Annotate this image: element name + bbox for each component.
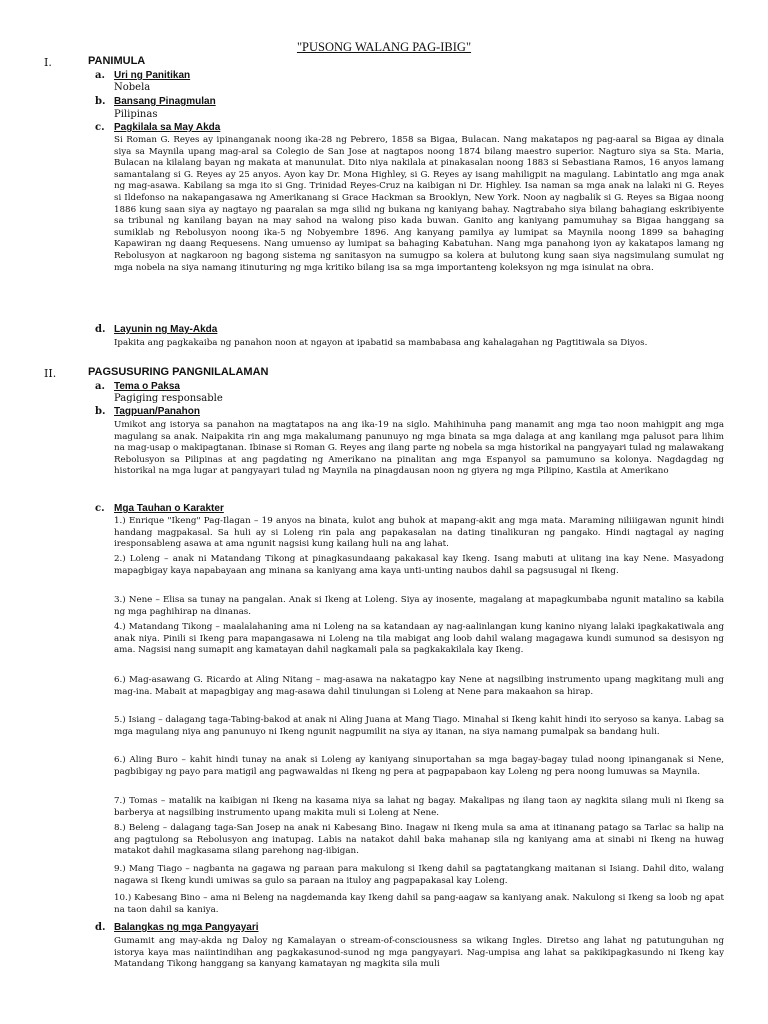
item-1b-value: Pilipinas bbox=[114, 109, 158, 120]
item-2c-letter: c. bbox=[95, 503, 105, 514]
character-3: 3.) Nene – Elisa sa tunay na pangalan. Anak si Ikeng at Loleng. Siya ay inosente, magalang at mapagkumbaba ngunit matalino sa kabila ng mga paghihirap na dinanas. bbox=[114, 595, 724, 617]
document-title: "PUSONG WALANG PAG-IBIG" bbox=[296, 40, 472, 54]
item-1a-value: Nobela bbox=[114, 82, 151, 93]
item-1c-title: Pagkilala sa May Akda bbox=[114, 122, 221, 133]
character-6a: 6.) Mag-asawang G. Ricardo at Aling Nitang – mag-asawa na nakatagpo kay Nene at nagsilbing instrumento upang magkitang muli ang mag-ina. Mabait at mapagbigay ang mag-asawa dahil tinulungan si Loleng at Nene para makaahon sa hirap. bbox=[114, 675, 724, 697]
character-9: 9.) Mang Tiago – nagbanta na gagawa ng paraan para makulong si Ikeng dahil sa pagtatangkang maitanan si Isiang. Dahil dito, walang nagawa si Ikeng kundi umiwas sa gulo sa paraan na ituloy ang pagpapakasal kay Loleng. bbox=[114, 864, 724, 886]
character-5: 5.) Isiang – dalagang taga-Tabing-bakod at anak ni Aling Juana at Mang Tiago. Minahal si Ikeng kahit hindi ito seryoso sa kanya. Labag sa mga magulang niya ang panunuyo ni Ikeng ngunit nagpumilit na siya ay itanan, na siya namang pumalpak sa bandang huli. bbox=[114, 715, 724, 737]
item-1c-letter: c. bbox=[95, 122, 105, 133]
character-2: 2.) Loleng – anak ni Matandang Tikong at pinagkasundaang pakakasal kay Ikeng. Isang mabuti at ulitang ina kay Nene. Masyadong mapagbigay kaya napabayaan ang minana sa kaniyang ama kaya unti-unting naubos dahil sa pagsusugal ni Ikeng. bbox=[114, 554, 724, 576]
item-2a-title: Tema o Paksa bbox=[114, 381, 180, 392]
item-2b-letter: b. bbox=[95, 406, 106, 417]
item-1b-title: Bansang Pinagmulan bbox=[114, 96, 216, 107]
section-1-heading: PANIMULA bbox=[88, 55, 146, 67]
item-1d-letter: d. bbox=[95, 324, 106, 335]
section-1-numeral: I. bbox=[44, 56, 52, 69]
character-4: 4.) Matandang Tikong – maalalahaning ama ni Loleng na sa katandaan ay nag-aalinlangan kung kanino niyang lalaki ipagkakatiwala ang anak niya. Pinili si Ikeng para mapangasawa ni Loleng na tila mabigat ang loob dahil walang magagawa kundi sumunod sa desisyon ng ama. Nagsisi nang sumapit ang kamatayan dahil nagkamali pala sa pagkakakilala kay Ikeng. bbox=[114, 622, 724, 656]
item-1a-letter: a. bbox=[95, 70, 105, 81]
item-2d-title: Balangkas ng mga Pangyayari bbox=[114, 922, 259, 933]
plot-outline-paragraph: Gumamit ang may-akda ng Daloy ng Kamalayan o stream-of-consciousness sa wikang Ingles. Diretso ang lahat ng patutunguhan ng istorya kaya mas naiintindihan ang pagkakasunod-sunod ng mga pangyayari. Nag-umpisa ang lahat sa pakikipagkasundo ni Ikeng kay Matandang Tikong hanggang sa kanyang kamatayan ng magkita sila muli bbox=[114, 936, 724, 970]
item-2d-letter: d. bbox=[95, 922, 106, 933]
item-1a-title: Uri ng Panitikan bbox=[114, 70, 191, 81]
item-1b-letter: b. bbox=[95, 96, 106, 107]
item-2a-letter: a. bbox=[95, 381, 105, 392]
item-2a-value: Pagiging responsable bbox=[114, 393, 223, 404]
character-10: 10.) Kabesang Bino – ama ni Beleng na nagdemanda kay Ikeng dahil sa pang-aagaw sa kaniyang anak. Nakulong si Ikeng sa loob ng apat na taon dahil sa kaniya. bbox=[114, 893, 724, 915]
section-2-numeral: II. bbox=[44, 367, 57, 380]
section-2-heading: PAGSUSURING PANGNILALAMAN bbox=[88, 366, 269, 378]
item-2c-title: Mga Tauhan o Karakter bbox=[114, 503, 224, 514]
author-biography-paragraph: Si Roman G. Reyes ay ipinanganak noong ika-28 ng Pebrero, 1858 sa Bigaa, Bulacan. Nang makatapos ng pag-aaral sa Bigaa ay dinala siya sa Maynila upang mag-aral sa Colegio de San Jose at nagtapos noong 1874 bilang maestro superior. Nagturo siya sa Sta. Maria, Bulacan na kilalang bayan ng makata at manunulat. Dito niya nakilala at pinakasalan noong 1883 si Sebastiana Ramos, 16 anyos lamang samantalang si G. Reyes ay 25 anyos. Ayon kay Dr. Mona Highley, si G. Reyes ay isang mahiligpit na magulang. Labintatlo ang mga anak ng mag-asawa. Kabilang sa mga ito si Gng. Trinidad Reyes-Cruz na kaibigan ni Dr. Highley. Isa naman sa mga anak na lalaki ni G. Reyes si Ildefonso na nakapangasawa ng Amerikanang si Grace Hackman sa Brooklyn, New York. Noon ay nagbalik si G. Reyes sa Bigaa noong 1886 kung saan siya ay nagtayo ng paaralan sa mga silid ng bukana ng kaniyang bahay. Nagtrabaho siya bilang bahagiang eskribiyente sa tribunal ng kanilang bayan na may sahod na walong piso kada buwan. Ganito ang kaniyang pamumuhay sa Bigaa hanggang sa sumiklab ng Rebolusyon noong ika-5 ng Nobyembre 1896. Ang kanyang pamilya ay lumipat sa Maynila noong 1899 sa bahaging Kapawiran ng daang Requesens. Nang umuenso ay lumipat sa bahaging Kabatuhan. Nang mga panahong iyon ay kakatapos lamang ng Rebolusyon at nagkaroon ng bagong sistema ng sanitasyon na sumugpo sa kolera at bulutong kung saan siya nagsimulang sumulat ng mga nobela na siya namang itinuturing ng mga kritiko bilang isa sa mga importanteng koleksyon ng mga isinulat na obra. bbox=[114, 135, 724, 273]
setting-paragraph: Umikot ang istorya sa panahon na magtatapos na ang ika-19 na siglo. Mahihinuha pang manamit ang mga tao noon mahigpit ang mga magulang sa anak. Naipakita rin ang mga makalumang panunuyo ng mga binata sa mga dalaga at ang kanilang mga palusot para lihim na mag-usap o makipagtanan. Ibinase si Roman G. Reyes ang ilang parte ng nobela sa mga historikal na pangyayari tulad ng malawakang Rebolusyon sa Pilipinas at ang pagdating ng Amerikano na pinalitan ang mga Espanyol sa pamumuno sa kolonya. Nagdagdag ng historikal na mga lugar at pangyayari tulad ng Maynila na pinagdausan noon ng giyera ng mga Pilipino, Kastila at Amerikano bbox=[114, 420, 724, 477]
character-8: 8.) Beleng – dalagang taga-San Josep na anak ni Kabesang Bino. Inagaw ni Ikeng mula sa ama at itinanang patago sa Tarlac sa halip na ang pagtulong sa Rebolusyon ang inatupag. Labis na natakot dahil baka mahanap sila ng kaniyang ama at sinabi ni Ikeng na huwag matakot dahil magkasama silang parehong nag-iibigan. bbox=[114, 823, 724, 857]
author-purpose-paragraph: Ipakita ang pagkakaiba ng panahon noon at ngayon at ipabatid sa mambabasa ang kahalagahan ng Pagtitiwala sa Diyos. bbox=[114, 338, 648, 348]
character-6b: 6.) Aling Buro – kahit hindi tunay na anak si Loleng ay kaniyang sinuportahan sa mga bagay-bagay tulad noong ipinanganak si Nene, pagbibigay ng payo para matigil ang pagwawaldas ni Ikeng ng pera at pagpapabaon kay Loleng ng pera noong lumuwas sa Maynila. bbox=[114, 755, 724, 777]
item-2b-title: Tagpuan/Panahon bbox=[114, 406, 200, 417]
character-7: 7.) Tomas – matalik na kaibigan ni Ikeng na kasama niya sa lahat ng bagay. Makalipas ng ilang taon ay nagkita silang muli ni Ikeng sa barberya at nagsilbing instrumento upang makita muli si Loleng at Nene. bbox=[114, 796, 724, 818]
character-1: 1.) Enrique "Ikeng" Pag-Ilagan – 19 anyos na binata, kulot ang buhok at mapang-akit ang mga mata. Maraming niliiigawan ngunit hindi handang magpakasal. Sa huli ay si Loleng rin pala ang papakasalan na dating tinalikuran ng pangako. Hindi nagtagal ay naging iresponsableng asawa at ama ngunit nagsisi kung kailang huli na ang lahat. bbox=[114, 516, 724, 550]
item-1d-title: Layunin ng May-Akda bbox=[114, 324, 218, 335]
